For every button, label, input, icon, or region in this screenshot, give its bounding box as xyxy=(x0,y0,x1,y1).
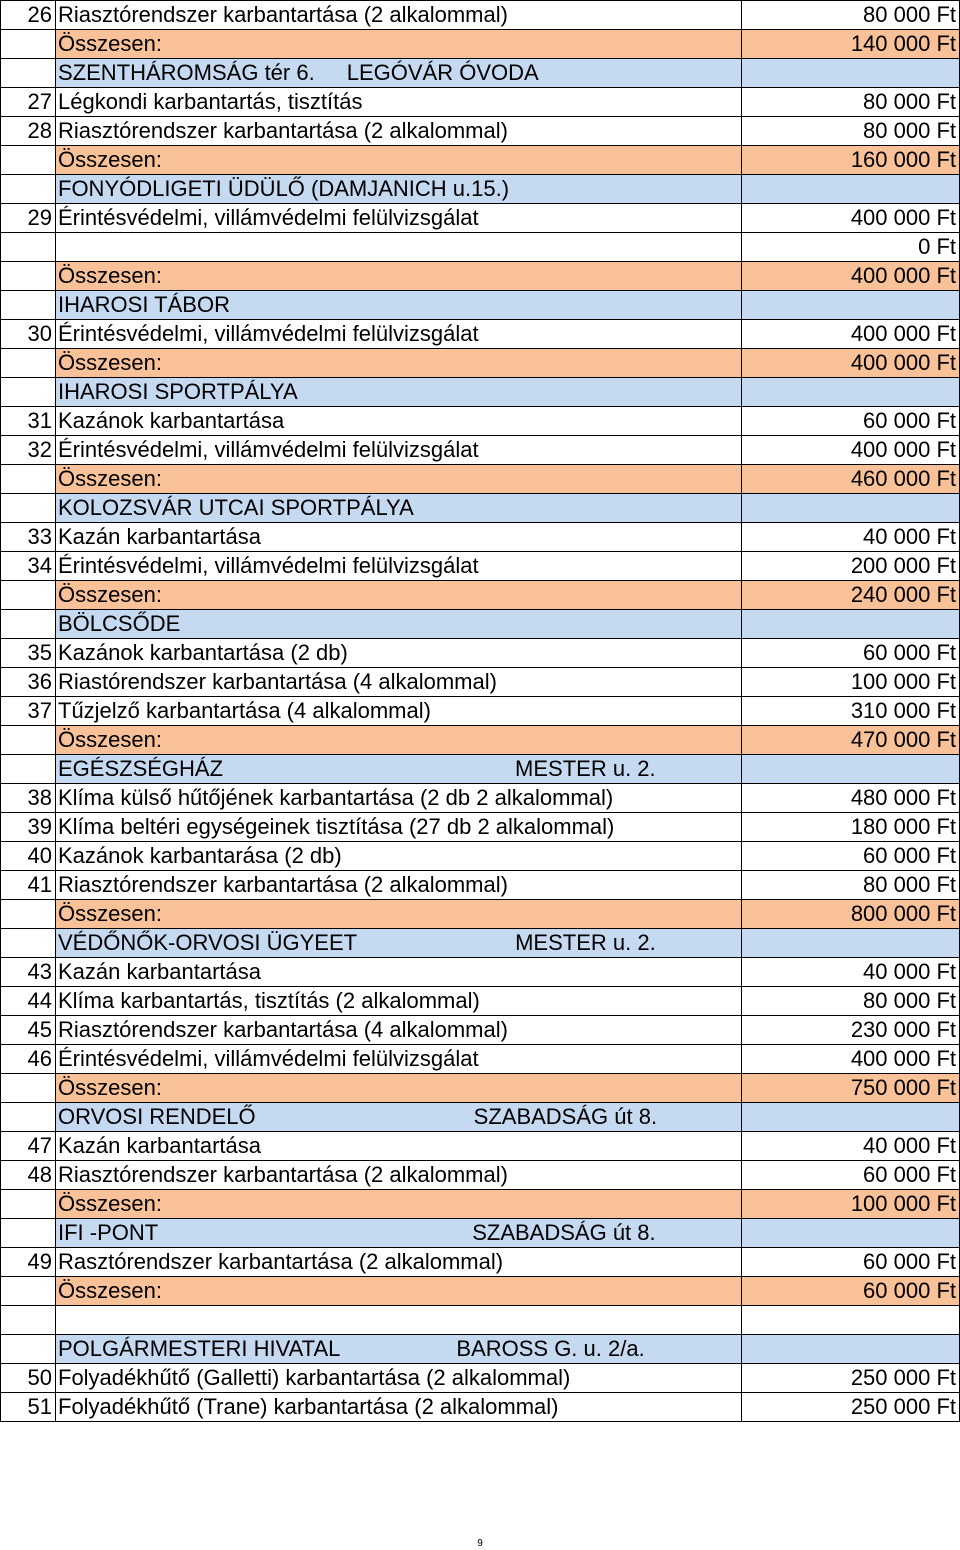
section-header-row xyxy=(1,378,960,407)
item-number: 44 xyxy=(1,987,56,1016)
item-amount xyxy=(742,291,960,320)
item-description: Riasztórendszer karbantartása (2 alkalommal) xyxy=(56,1,742,30)
subtotal-label: Összesen: xyxy=(56,146,742,175)
item-number xyxy=(1,1190,56,1219)
section-address: SZABADSÁG út 8. xyxy=(472,1220,656,1245)
section-header-row xyxy=(1,175,960,204)
section-header-row xyxy=(1,610,960,639)
page-number: 9 xyxy=(477,1538,483,1549)
item-amount xyxy=(742,610,960,639)
item-number: 43 xyxy=(1,958,56,987)
subtotal-amount: 750 000 Ft xyxy=(742,1074,960,1103)
subtotal-row xyxy=(1,1277,960,1306)
item-description: Érintésvédelmi, villámvédelmi felülvizsgálat xyxy=(56,436,742,465)
section-address: MESTER u. 2. xyxy=(515,756,656,781)
table-row xyxy=(1,1132,960,1161)
item-description xyxy=(56,233,742,262)
subtotal-label: Összesen: xyxy=(56,726,742,755)
table-row xyxy=(1,407,960,436)
subtotal-row xyxy=(1,465,960,494)
section-title-cell xyxy=(56,494,742,523)
item-number: 28 xyxy=(1,117,56,146)
table-row xyxy=(1,1161,960,1190)
item-number xyxy=(1,900,56,929)
section-title-cell xyxy=(56,378,742,407)
item-amount xyxy=(742,1335,960,1364)
table-row xyxy=(1,697,960,726)
item-amount: 310 000 Ft xyxy=(742,697,960,726)
section-title: KOLOZSVÁR UTCAI SPORTPÁLYA xyxy=(58,495,414,520)
item-number xyxy=(1,59,56,88)
item-amount xyxy=(742,378,960,407)
table-row xyxy=(1,1248,960,1277)
item-number: 27 xyxy=(1,88,56,117)
subtotal-amount: 800 000 Ft xyxy=(742,900,960,929)
item-number xyxy=(1,929,56,958)
item-number: 46 xyxy=(1,1045,56,1074)
subtotal-label: Összesen: xyxy=(56,349,742,378)
item-description: Folyadékhűtő (Galletti) karbantartása (2 alkalommal) xyxy=(56,1364,742,1393)
item-amount: 60 000 Ft xyxy=(742,407,960,436)
item-number: 39 xyxy=(1,813,56,842)
item-description: Kazánok karbantartása (2 db) xyxy=(56,639,742,668)
item-description: Klíma karbantartás, tisztítás (2 alkalommal) xyxy=(56,987,742,1016)
item-number: 31 xyxy=(1,407,56,436)
item-description: Érintésvédelmi, villámvédelmi felülvizsgálat xyxy=(56,552,742,581)
item-amount xyxy=(742,1306,960,1335)
item-number xyxy=(1,146,56,175)
item-amount: 480 000 Ft xyxy=(742,784,960,813)
subtotal-label: Összesen: xyxy=(56,1277,742,1306)
item-description: Kazán karbantartása xyxy=(56,1132,742,1161)
section-title: ORVOSI RENDELŐ xyxy=(58,1104,256,1129)
subtotal-amount: 400 000 Ft xyxy=(742,262,960,291)
item-number: 49 xyxy=(1,1248,56,1277)
item-number: 50 xyxy=(1,1364,56,1393)
section-title-cell xyxy=(56,1219,742,1248)
item-amount: 80 000 Ft xyxy=(742,117,960,146)
table-row xyxy=(1,1016,960,1045)
section-title: IHAROSI SPORTPÁLYA xyxy=(58,379,298,404)
item-description: Riasztórendszer karbantartása (4 alkalommal) xyxy=(56,1016,742,1045)
item-amount: 60 000 Ft xyxy=(742,639,960,668)
subtotal-amount: 100 000 Ft xyxy=(742,1190,960,1219)
subtotal-row xyxy=(1,726,960,755)
item-number xyxy=(1,610,56,639)
table-row xyxy=(1,204,960,233)
table-row xyxy=(1,987,960,1016)
item-amount: 40 000 Ft xyxy=(742,523,960,552)
item-amount: 80 000 Ft xyxy=(742,1,960,30)
table-row xyxy=(1,523,960,552)
table-row xyxy=(1,1364,960,1393)
item-number xyxy=(1,1335,56,1364)
item-number: 51 xyxy=(1,1393,56,1422)
table-row xyxy=(1,552,960,581)
item-number: 35 xyxy=(1,639,56,668)
item-amount: 0 Ft xyxy=(742,233,960,262)
table-row xyxy=(1,320,960,349)
item-amount: 250 000 Ft xyxy=(742,1364,960,1393)
subtotal-row xyxy=(1,1074,960,1103)
subtotal-row xyxy=(1,262,960,291)
table-row xyxy=(1,117,960,146)
section-title: IFI -PONT xyxy=(58,1220,159,1245)
subtotal-row xyxy=(1,900,960,929)
item-number: 40 xyxy=(1,842,56,871)
item-amount: 100 000 Ft xyxy=(742,668,960,697)
item-amount: 40 000 Ft xyxy=(742,1132,960,1161)
item-description: Érintésvédelmi, villámvédelmi felülvizsgálat xyxy=(56,320,742,349)
item-amount: 80 000 Ft xyxy=(742,871,960,900)
item-number xyxy=(1,378,56,407)
item-number: 41 xyxy=(1,871,56,900)
item-description: Légkondi karbantartás, tisztítás xyxy=(56,88,742,117)
item-number xyxy=(1,262,56,291)
section-title: POLGÁRMESTERI HIVATAL xyxy=(58,1336,341,1361)
section-title-cell xyxy=(56,59,742,88)
item-amount: 40 000 Ft xyxy=(742,958,960,987)
section-title-cell xyxy=(56,1103,742,1132)
section-title-cell xyxy=(56,755,742,784)
item-amount: 400 000 Ft xyxy=(742,436,960,465)
item-number: 45 xyxy=(1,1016,56,1045)
item-amount xyxy=(742,59,960,88)
section-header-row xyxy=(1,59,960,88)
item-amount: 400 000 Ft xyxy=(742,1045,960,1074)
subtotal-label: Összesen: xyxy=(56,581,742,610)
table-row xyxy=(1,233,960,262)
section-title: SZENTHÁROMSÁG tér 6. xyxy=(58,60,315,85)
item-number xyxy=(1,1219,56,1248)
table-row xyxy=(1,1393,960,1422)
table-row xyxy=(1,1,960,30)
subtotal-label: Összesen: xyxy=(56,30,742,59)
section-header-row xyxy=(1,494,960,523)
item-amount: 400 000 Ft xyxy=(742,320,960,349)
item-amount: 400 000 Ft xyxy=(742,204,960,233)
subtotal-row xyxy=(1,146,960,175)
item-number xyxy=(1,494,56,523)
item-amount xyxy=(742,1219,960,1248)
subtotal-label: Összesen: xyxy=(56,465,742,494)
section-header-row xyxy=(1,929,960,958)
item-amount: 80 000 Ft xyxy=(742,987,960,1016)
item-description xyxy=(56,1306,742,1335)
item-description: Riasztórendszer karbantartása (2 alkalommal) xyxy=(56,871,742,900)
subtotal-row xyxy=(1,30,960,59)
item-number xyxy=(1,349,56,378)
table-row xyxy=(1,813,960,842)
item-description: Érintésvédelmi, villámvédelmi felülvizsgálat xyxy=(56,204,742,233)
item-number: 37 xyxy=(1,697,56,726)
item-description: Kazánok karbantarása (2 db) xyxy=(56,842,742,871)
item-amount xyxy=(742,929,960,958)
item-number: 38 xyxy=(1,784,56,813)
item-number xyxy=(1,1277,56,1306)
section-title-cell xyxy=(56,1335,742,1364)
section-header-row xyxy=(1,1103,960,1132)
subtotal-amount: 400 000 Ft xyxy=(742,349,960,378)
item-description: Tűzjelző karbantartása (4 alkalommal) xyxy=(56,697,742,726)
item-description: Rasztórendszer karbantartása (2 alkalommal) xyxy=(56,1248,742,1277)
item-description: Érintésvédelmi, villámvédelmi felülvizsgálat xyxy=(56,1045,742,1074)
section-title-cell xyxy=(56,175,742,204)
section-header-row xyxy=(1,291,960,320)
section-address: BAROSS G. u. 2/a. xyxy=(456,1336,645,1361)
table-row xyxy=(1,639,960,668)
subtotal-amount: 470 000 Ft xyxy=(742,726,960,755)
section-title: EGÉSZSÉGHÁZ xyxy=(58,756,224,781)
item-amount: 80 000 Ft xyxy=(742,88,960,117)
table-row xyxy=(1,842,960,871)
section-title: VÉDŐNŐK-ORVOSI ÜGYEET xyxy=(58,930,358,955)
section-title: IHAROSI TÁBOR xyxy=(58,292,230,317)
item-amount xyxy=(742,175,960,204)
item-amount: 200 000 Ft xyxy=(742,552,960,581)
item-description: Riasztórendszer karbantartása (2 alkalommal) xyxy=(56,1161,742,1190)
item-number xyxy=(1,726,56,755)
section-header-row xyxy=(1,1335,960,1364)
item-number xyxy=(1,1103,56,1132)
item-number xyxy=(1,755,56,784)
section-title: FONYÓDLIGETI ÜDÜLŐ (DAMJANICH u.15.) xyxy=(58,176,510,201)
subtotal-row xyxy=(1,581,960,610)
table-row xyxy=(1,784,960,813)
subtotal-amount: 460 000 Ft xyxy=(742,465,960,494)
item-amount: 250 000 Ft xyxy=(742,1393,960,1422)
subtotal-row xyxy=(1,349,960,378)
item-description: Folyadékhűtő (Trane) karbantartása (2 alkalommal) xyxy=(56,1393,742,1422)
item-description: Kazán karbantartása xyxy=(56,523,742,552)
table-row xyxy=(1,668,960,697)
item-number xyxy=(1,175,56,204)
item-number xyxy=(1,291,56,320)
section-address: LEGÓVÁR ÓVODA xyxy=(346,60,539,85)
item-number: 34 xyxy=(1,552,56,581)
section-address: SZABADSÁG út 8. xyxy=(473,1104,658,1129)
item-number: 48 xyxy=(1,1161,56,1190)
item-number: 29 xyxy=(1,204,56,233)
table-body xyxy=(1,1,960,1422)
subtotal-amount: 240 000 Ft xyxy=(742,581,960,610)
item-amount xyxy=(742,755,960,784)
table-row xyxy=(1,871,960,900)
section-title-cell xyxy=(56,929,742,958)
subtotal-amount: 160 000 Ft xyxy=(742,146,960,175)
subtotal-amount: 60 000 Ft xyxy=(742,1277,960,1306)
item-amount: 180 000 Ft xyxy=(742,813,960,842)
item-number xyxy=(1,581,56,610)
item-number: 36 xyxy=(1,668,56,697)
subtotal-row xyxy=(1,1190,960,1219)
section-title-cell xyxy=(56,291,742,320)
item-description: Kazánok karbantartása xyxy=(56,407,742,436)
item-number xyxy=(1,233,56,262)
section-title-cell xyxy=(56,610,742,639)
table-row xyxy=(1,1306,960,1335)
table-row xyxy=(1,88,960,117)
item-number xyxy=(1,30,56,59)
subtotal-label: Összesen: xyxy=(56,1074,742,1103)
table-row xyxy=(1,436,960,465)
item-description: Riasztórendszer karbantartása (2 alkalommal) xyxy=(56,117,742,146)
subtotal-label: Összesen: xyxy=(56,1190,742,1219)
item-number: 47 xyxy=(1,1132,56,1161)
item-description: Klíma külső hűtőjének karbantartása (2 db 2 alkalommal) xyxy=(56,784,742,813)
item-amount xyxy=(742,494,960,523)
item-description: Riastórendszer karbantartása (4 alkalommal) xyxy=(56,668,742,697)
item-amount: 60 000 Ft xyxy=(742,842,960,871)
subtotal-label: Összesen: xyxy=(56,262,742,291)
item-amount xyxy=(742,1103,960,1132)
section-header-row xyxy=(1,755,960,784)
subtotal-label: Összesen: xyxy=(56,900,742,929)
table-row xyxy=(1,958,960,987)
item-amount: 60 000 Ft xyxy=(742,1248,960,1277)
item-amount: 230 000 Ft xyxy=(742,1016,960,1045)
section-address: MESTER u. 2. xyxy=(515,930,656,955)
item-number xyxy=(1,1306,56,1335)
item-number: 26 xyxy=(1,1,56,30)
table-row xyxy=(1,1045,960,1074)
item-number: 30 xyxy=(1,320,56,349)
item-description: Klíma beltéri egységeinek tisztítása (27 db 2 alkalommal) xyxy=(56,813,742,842)
item-description: Kazán karbantartása xyxy=(56,958,742,987)
section-header-row xyxy=(1,1219,960,1248)
item-amount: 60 000 Ft xyxy=(742,1161,960,1190)
item-number xyxy=(1,465,56,494)
subtotal-amount: 140 000 Ft xyxy=(742,30,960,59)
section-title: BÖLCSŐDE xyxy=(58,611,181,636)
item-number xyxy=(1,1074,56,1103)
item-number: 33 xyxy=(1,523,56,552)
item-number: 32 xyxy=(1,436,56,465)
